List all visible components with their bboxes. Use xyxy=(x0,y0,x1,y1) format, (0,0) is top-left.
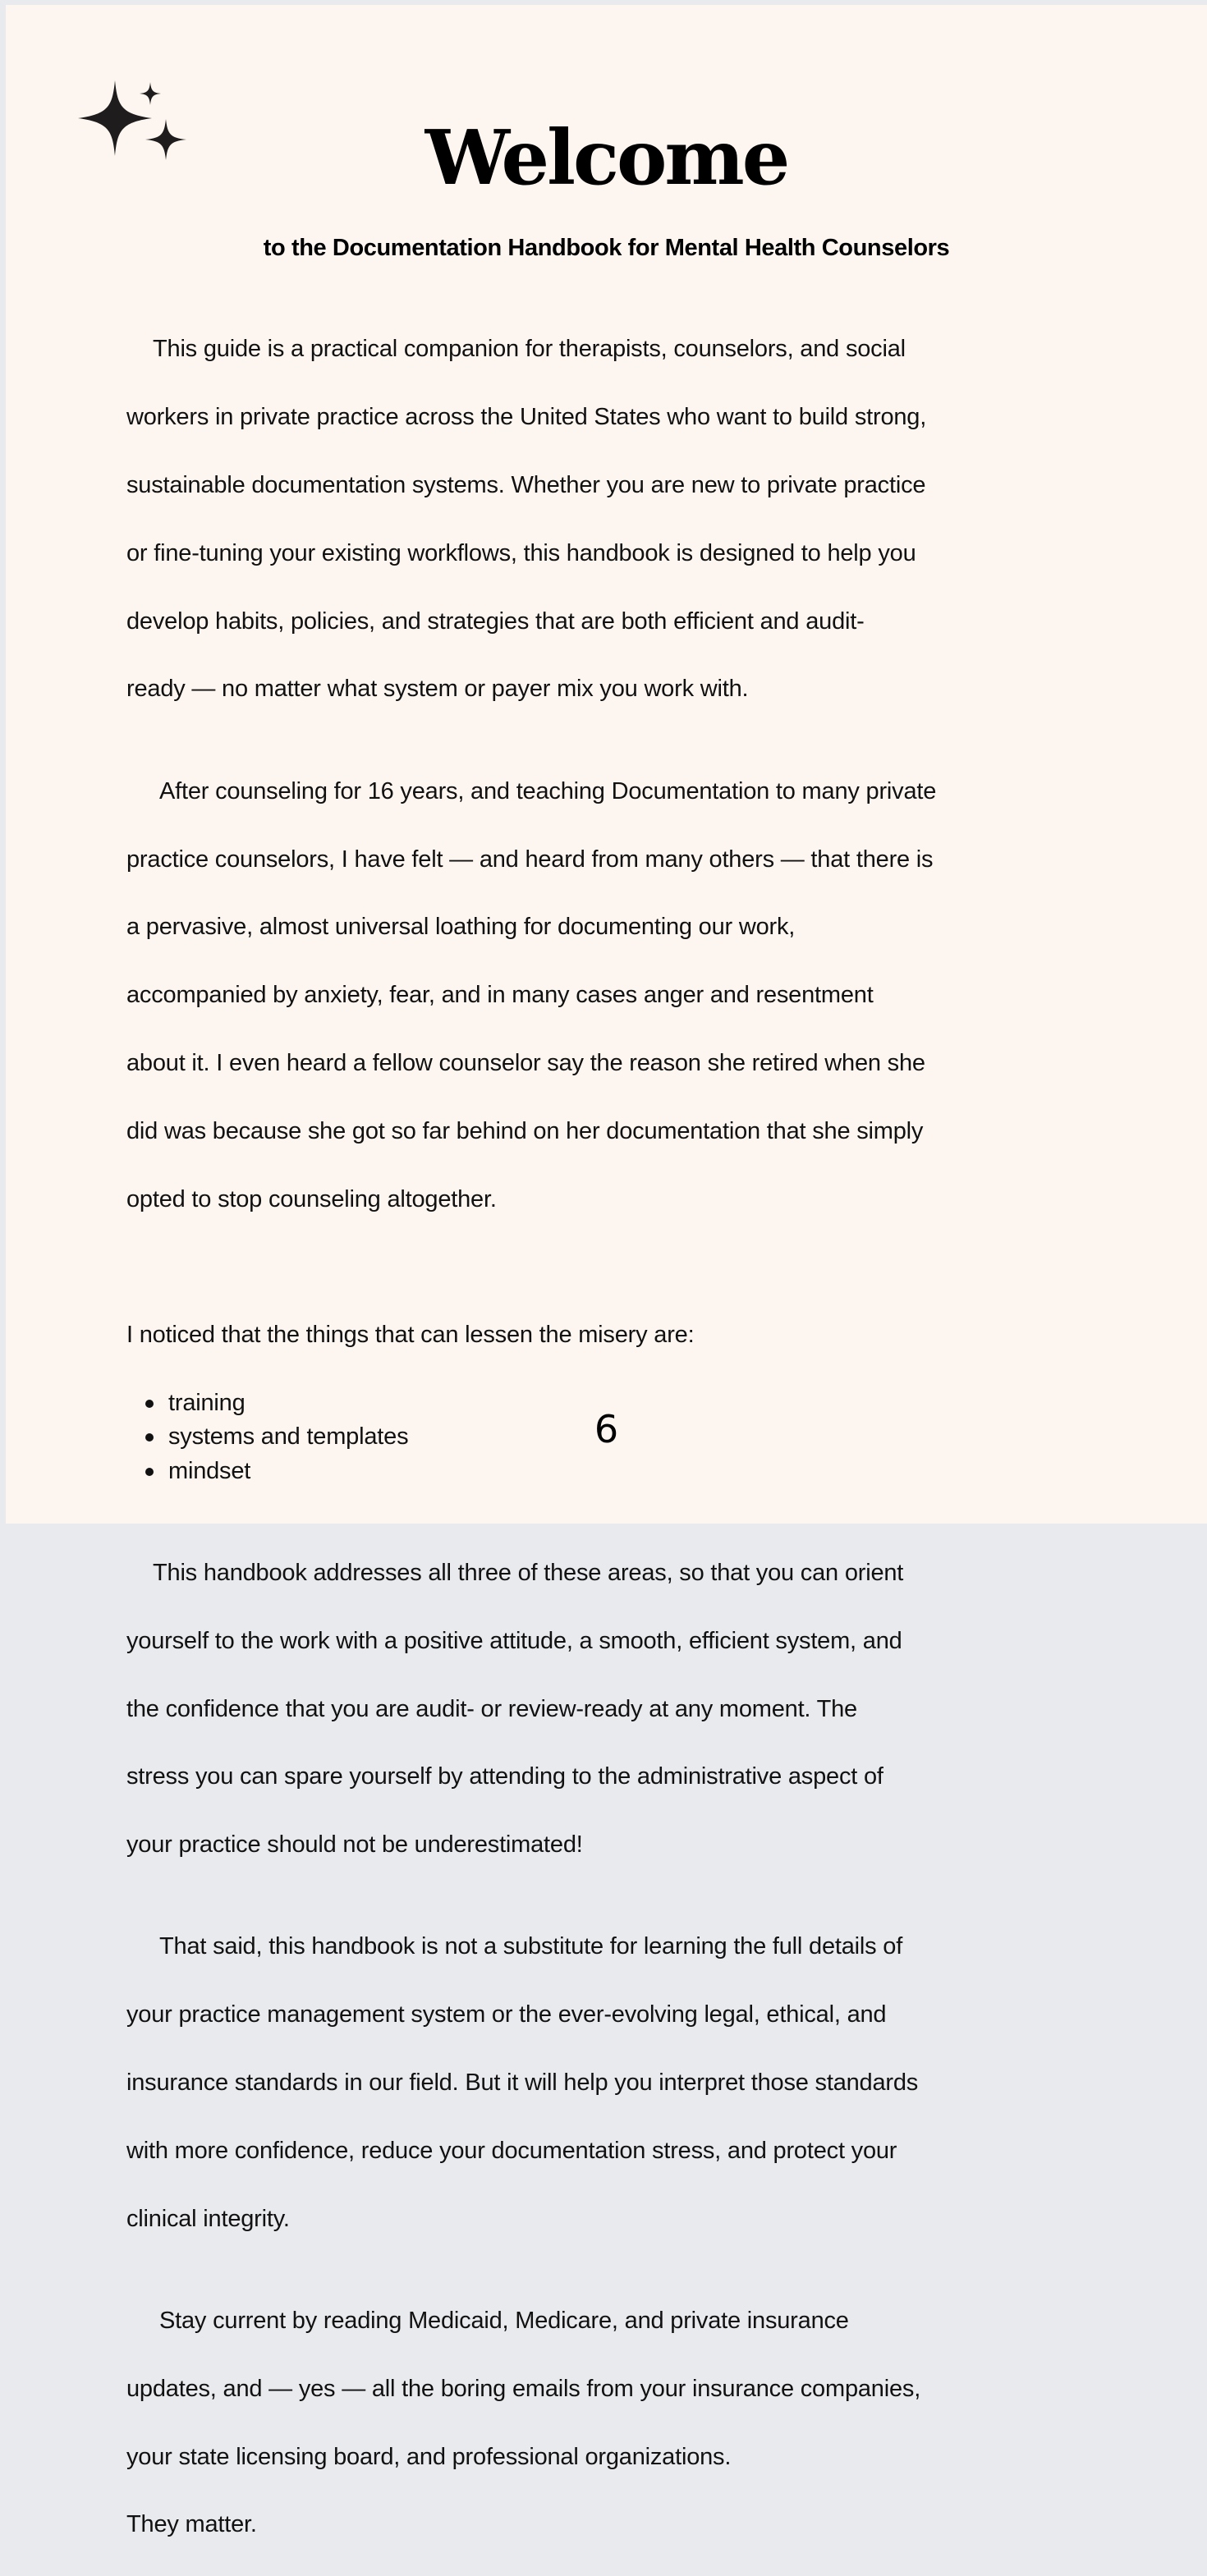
text-line: practice counselors, I have felt — and heard from many others — that there is xyxy=(126,846,934,873)
page-number: 6 xyxy=(594,1407,619,1451)
text-line: about it. I even heard a fellow counselor say the reason she retired when she xyxy=(126,1049,925,1076)
paragraph-disclaimer xyxy=(126,1896,1112,2270)
spacer xyxy=(126,1250,1112,1284)
list-item xyxy=(126,1455,1112,1488)
paragraph-stay-current xyxy=(126,2271,1112,2576)
text-line: your state licensing board, and professional organizations. xyxy=(126,2443,732,2470)
page-title: Welcome xyxy=(425,113,788,202)
document-page xyxy=(6,5,1207,2538)
text-line: ready — no matter what system or payer mix you work with. xyxy=(126,676,749,703)
page-subtitle: to the Documentation Handbook for Mental Health Counselors xyxy=(263,235,950,261)
text-line: This guide is a practical companion for therapists, counselors, and social xyxy=(153,336,906,363)
text-line: your practice should not be underestimated! xyxy=(126,1831,583,1859)
text-line: the confidence that you are audit- or review-ready at any moment. The xyxy=(126,1695,857,1722)
text-line: a pervasive, almost universal loathing for documenting our work, xyxy=(126,914,796,941)
text-line: This handbook addresses all three of these areas, so that you can orient xyxy=(153,1560,904,1586)
text-line: your practice management system or the ever-evolving legal, ethical, and xyxy=(126,2001,887,2028)
text-line: or fine-tuning your existing workflows, this handbook is designed to help you xyxy=(126,539,916,566)
bullet-icon xyxy=(145,1400,154,1408)
text-line: updates, and — yes — all the boring emails from your insurance companies, xyxy=(126,2375,921,2402)
closing-line: They matter. xyxy=(126,2511,257,2538)
text-line: Stay current by reading Medicaid, Medicare, and private insurance xyxy=(159,2307,849,2334)
spacer xyxy=(126,1488,1112,1522)
text-line: insurance standards in our field. But it will help you interpret those standards xyxy=(126,2070,919,2097)
text-line: workers in private practice across the United States who want to build strong, xyxy=(126,404,927,431)
text-line: I noticed that the things that can lessen the misery are: xyxy=(126,1322,695,1349)
list-intro xyxy=(126,1285,1112,1387)
list-item-label: systems and templates xyxy=(168,1423,409,1451)
list-item-label: mindset xyxy=(168,1457,251,1484)
text-line: sustainable documentation systems. Whether you are new to private practice xyxy=(126,472,926,499)
text-line: clinical integrity. xyxy=(126,2205,290,2232)
paragraph-intro xyxy=(126,299,1112,740)
paragraph-experience xyxy=(126,740,1112,1250)
bullet-icon xyxy=(145,1468,154,1476)
text-line: with more confidence, reduce your documentation stress, and protect your xyxy=(126,2137,897,2164)
list-item-label: training xyxy=(168,1389,246,1416)
text-line: yourself to the work with a positive attitude, a smooth, efficient system, and xyxy=(126,1627,902,1654)
text-line: That said, this handbook is not a substitute for learning the full details of xyxy=(159,1933,903,1960)
text-line: did was because she got so far behind on her documentation that she simply xyxy=(126,1117,924,1144)
paragraph-handbook-areas xyxy=(126,1523,1112,1896)
text-line: stress you can spare yourself by attending to the administrative aspect of xyxy=(126,1763,883,1790)
text-line: After counseling for 16 years, and teaching Documentation to many private xyxy=(159,777,937,804)
text-line: develop habits, policies, and strategies that are both efficient and audit- xyxy=(126,607,865,635)
text-line: opted to stop counseling altogether. xyxy=(126,1185,497,1212)
text-line: accompanied by anxiety, fear, and in many cases anger and resentment xyxy=(126,982,874,1009)
